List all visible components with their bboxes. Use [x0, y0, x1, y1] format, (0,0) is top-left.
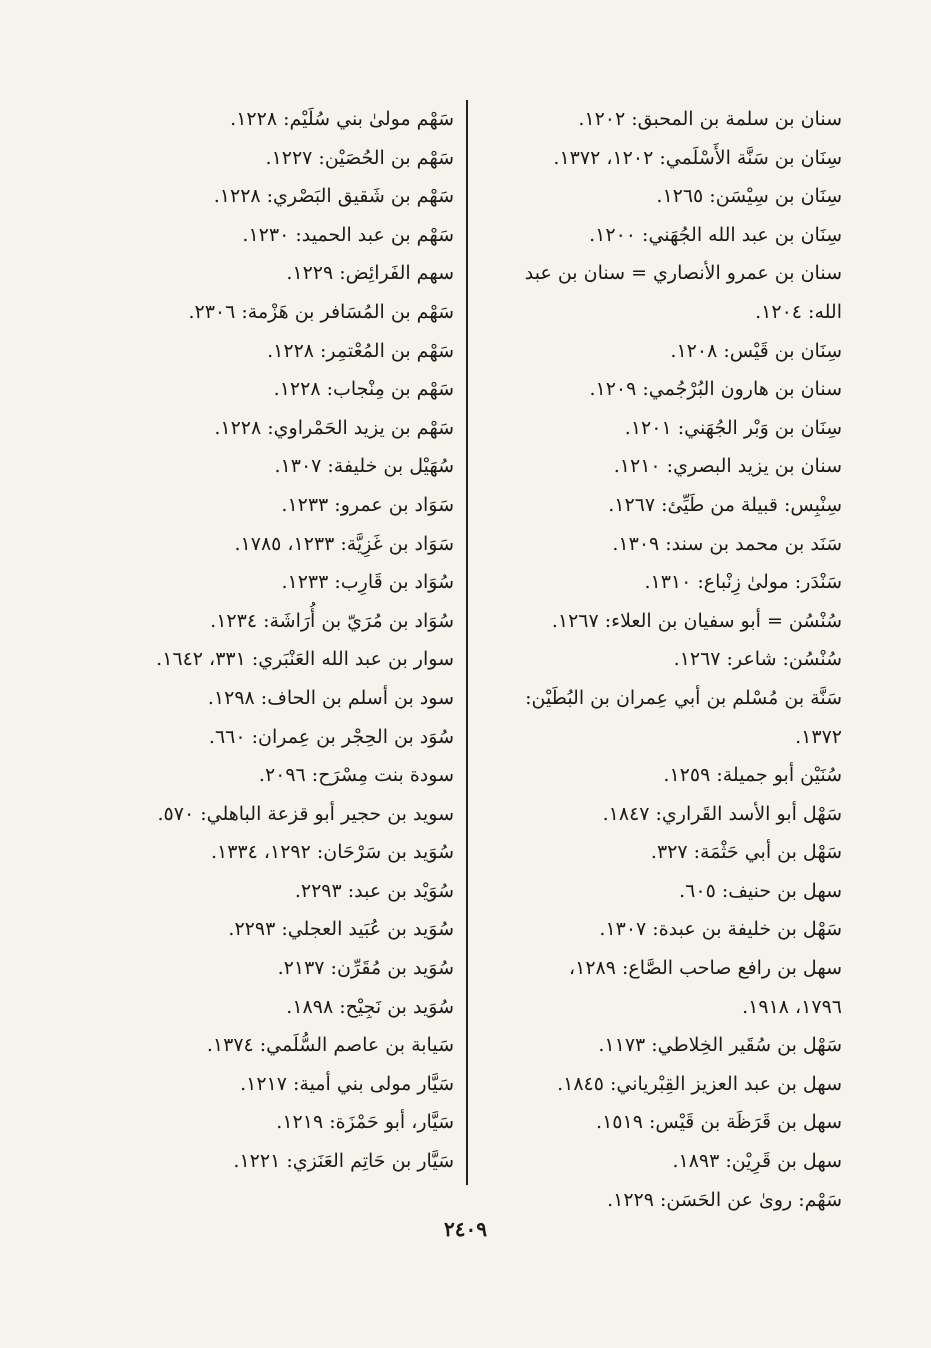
index-entry: سهل بن قَرِيْن: ١٨٩٣. — [672, 1150, 842, 1173]
index-column-right — [484, 100, 842, 1219]
index-entry: سَهْم بن شَقيق البَصْري: ١٢٢٨. — [213, 185, 454, 208]
index-entry: سَهْم بن المُعْتمِر: ١٢٢٨. — [267, 339, 454, 362]
index-entry: سُوَيد بن نَجِيْح: ١٨٩٨. — [286, 995, 454, 1018]
index-entry: سُوَد بن الحِجْر بن عِمران: ٦٦٠. — [208, 725, 454, 748]
index-entry: سَنْدَر: مولىٰ زِنْباع: ١٣١٠. — [644, 571, 842, 594]
index-entry: سِنَان بن وَبْر الجُهَني: ١٢٠١. — [624, 416, 842, 439]
index-entry: سَيَّار بن حَاتِم العَنَزي: ١٢٢١. — [233, 1150, 454, 1173]
index-entry: سَيابة بن عاصم السُّلَمي: ١٣٧٤. — [206, 1034, 454, 1057]
index-entry: سهل بن قَرَظَة بن قَيْس: ١٥١٩. — [596, 1111, 842, 1134]
index-entry: سودة بنت مِسْرَح: ٢٠٩٦. — [258, 764, 454, 787]
index-entry: سنان بن سلمة بن المحبق: ١٢٠٢. — [578, 108, 842, 130]
index-entry: سَهْم بن مِنْجاب: ١٢٢٨. — [273, 378, 454, 401]
index-entry: سُوَاد بن قَارِب: ١٢٣٣. — [281, 571, 454, 594]
index-entry: سَيَّار، أبو حَمْزَة: ١٢١٩. — [276, 1111, 454, 1134]
index-entry: سِنَان بن سَنَّة الأَسْلَمي: ١٢٠٢، ١٣٧٢. — [553, 146, 842, 169]
index-entry: سُهَيْل بن خليفة: ١٣٠٧. — [274, 455, 454, 478]
index-entry: ١٧٩٦، ١٩١٨. — [742, 995, 842, 1018]
index-entry: سَهْم بن المُسَافر بن هَزْمة: ٢٣٠٦. — [188, 300, 454, 323]
index-entry: سَهْل أبو الأسد القَراري: ١٨٤٧. — [602, 802, 842, 825]
index-column-left — [84, 100, 454, 1181]
index-entry: سَيَّار مولى بني أمية: ١٢١٧. — [240, 1072, 454, 1095]
index-entry: سَنَّة بن مُسْلم بن أبي عِمران بن البُطَيْن: — [525, 686, 842, 709]
index-entry: سِنَان بن سِيْسَن: ١٢٦٥. — [656, 185, 842, 208]
index-entry: سَهْم: روىٰ عن الحَسَن: ١٢٢٩. — [607, 1188, 842, 1211]
index-entry: سِنْبِس: قبيلة من طَيِّئ: ١٢٦٧. — [608, 493, 842, 516]
index-entry: سهل بن عبد العزيز القِبْرياني: ١٨٤٥. — [557, 1072, 842, 1095]
index-entry: سُوَيد بن مُقَرِّن: ٢١٣٧. — [277, 957, 454, 980]
index-entry: سُنْسُن = أبو سفيان بن العلاء: ١٢٦٧. — [551, 609, 842, 632]
page-number: ٢٤٠٩ — [444, 1217, 487, 1241]
index-entry: سهل بن رافع صاحب الصَّاع: ١٢٨٩، — [568, 957, 842, 980]
index-entry: سُوَيد بن سَرْحَان: ١٢٩٢، ١٣٣٤. — [210, 841, 454, 864]
index-entry: سُنَيْن أبو جميلة: ١٢٥٩. — [663, 764, 842, 787]
index-entry: سِنَان بن قَيْس: ١٢٠٨. — [670, 339, 842, 362]
index-entry: سهل بن حنيف: ٦٠٥. — [679, 879, 842, 902]
index-entry: سَهْل بن خليفة بن عبدة: ١٣٠٧. — [599, 918, 842, 941]
index-entry: سُنْسُن: شاعر: ١٢٦٧. — [673, 648, 842, 671]
index-entry: ١٣٧٢. — [795, 725, 842, 748]
index-entry: سنان بن هارون البُرْجُمي: ١٢٠٩. — [589, 378, 842, 401]
index-entry: سَوَاد بن عمرو: ١٢٣٣. — [281, 493, 454, 516]
index-entry: سَهْل بن سُقَير الخِلاطي: ١١٧٣. — [598, 1034, 842, 1057]
index-entry: سُوَيد بن عُبَيد العجلي: ٢٢٩٣. — [228, 918, 454, 941]
index-entry: سَهْل بن أبي حَثْمَة: ٣٢٧. — [650, 841, 842, 864]
index-entry: سُوَاد بن مُرَيّ بن أُرَاشَة: ١٢٣٤. — [210, 609, 454, 632]
index-entry: سَهْم بن يزيد الحَمْراوي: ١٢٢٨. — [214, 416, 454, 439]
index-entry: سَوَاد بن غَزِيَّة: ١٢٣٣، ١٧٨٥. — [234, 532, 454, 555]
index-entry: سِنَان بن عبد الله الجُهَني: ١٢٠٠. — [589, 223, 842, 246]
index-entry: سَهْم بن عبد الحميد: ١٢٣٠. — [242, 223, 454, 246]
index-entry: سَهْم بن الحُصَيْن: ١٢٢٧. — [265, 146, 454, 169]
column-divider — [466, 100, 468, 1185]
index-entry: سويد بن حجير أبو قزعة الباهلي: ٥٧٠. — [157, 802, 454, 825]
index-entry: سود بن أسلم بن الحاف: ١٢٩٨. — [207, 686, 454, 709]
index-entry: سوار بن عبد الله العَنْبَري: ٣٣١، ١٦٤٢. — [156, 648, 454, 671]
index-entry: سَهْم مولىٰ بني سُلَيْم: ١٢٢٨. — [230, 108, 454, 130]
index-entry: الله: ١٢٠٤. — [755, 300, 842, 323]
index-entry: سَنَد بن محمد بن سند: ١٣٠٩. — [612, 532, 842, 555]
index-entry: سنان بن عمرو الأنصاري = سنان بن عبد — [524, 262, 842, 285]
index-entry: سُوَيْد بن عبد: ٢٢٩٣. — [294, 879, 454, 902]
index-entry: سنان بن يزيد البصري: ١٢١٠. — [613, 455, 842, 478]
index-entry: سهم الفَرائِض: ١٢٢٩. — [286, 262, 454, 285]
